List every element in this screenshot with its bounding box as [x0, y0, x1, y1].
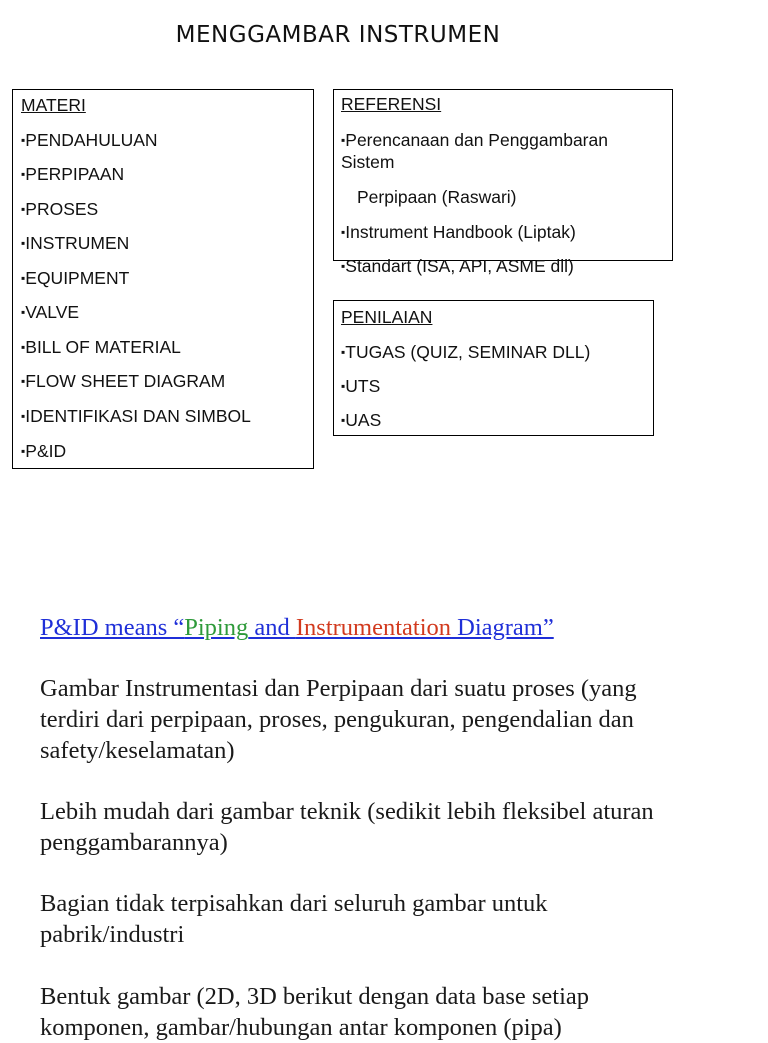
- paragraph-2-line: penggambarannya): [40, 829, 228, 856]
- materi-item: ▪ BILL OF MATERIAL: [21, 336, 181, 360]
- penilaian-item: ▪ UTS: [341, 375, 380, 399]
- materi-box: [12, 89, 314, 469]
- pid-definition: [40, 612, 730, 643]
- referensi-heading: REFERENSI: [341, 94, 442, 114]
- materi-item: ▪ VALVE: [21, 301, 79, 325]
- page-title: MENGGAMBAR INSTRUMEN: [175, 22, 501, 48]
- referensi-item: ▪ Perencanaan dan Penggambaran: [341, 129, 608, 153]
- referensi-item: ▪ Instrument Handbook (Liptak): [341, 221, 576, 245]
- materi-item: ▪ P&ID: [21, 440, 66, 464]
- pid-word-instrumentation: Instrumentation: [295, 614, 452, 641]
- penilaian-item: ▪ TUGAS (QUIZ, SEMINAR DLL): [341, 341, 590, 365]
- materi-heading: MATERI: [21, 95, 86, 115]
- pid-word-diagram: Diagram”: [451, 614, 554, 641]
- penilaian-heading: PENILAIAN: [341, 307, 433, 327]
- materi-item: ▪ PROSES: [21, 198, 98, 222]
- paragraph-3-line: pabrik/industri: [40, 921, 185, 948]
- paragraph-1-line: Gambar Instrumentasi dan Perpipaan dari suatu proses (yang: [40, 675, 637, 702]
- materi-item: ▪ FLOW SHEET DIAGRAM: [21, 370, 225, 394]
- paragraph-1-line: terdiri dari perpipaan, proses, pengukuran, pengendalian dan: [40, 706, 634, 733]
- pid-prefix: P&ID means “: [40, 614, 185, 641]
- materi-item: ▪ EQUIPMENT: [21, 267, 129, 291]
- penilaian-item: ▪ UAS: [341, 409, 381, 433]
- materi-item: ▪ PERPIPAAN: [21, 163, 124, 187]
- paragraph-4-line: komponen, gambar/hubungan antar komponen (pipa): [40, 1014, 562, 1041]
- penilaian-box: [333, 300, 654, 436]
- materi-item: ▪ INSTRUMEN: [21, 232, 129, 256]
- pid-word-and: and: [248, 614, 296, 641]
- referensi-item-continuation: Sistem: [341, 152, 395, 172]
- paragraph-3-line: Bagian tidak terpisahkan dari seluruh gambar untuk: [40, 890, 548, 917]
- referensi-item-continuation: Perpipaan (Raswari): [357, 187, 517, 207]
- paragraph-4-line: Bentuk gambar (2D, 3D berikut dengan data base setiap: [40, 983, 590, 1010]
- materi-item: ▪ PENDAHULUAN: [21, 129, 158, 153]
- materi-item: ▪ IDENTIFIKASI DAN SIMBOL: [21, 405, 251, 429]
- pid-word-piping: Piping: [184, 614, 249, 641]
- paragraph-1-line: safety/keselamatan): [40, 737, 235, 764]
- referensi-item: ▪ Standart (ISA, API, ASME dll): [341, 255, 574, 279]
- paragraph-2-line: Lebih mudah dari gambar teknik (sedikit lebih fleksibel aturan: [40, 798, 654, 825]
